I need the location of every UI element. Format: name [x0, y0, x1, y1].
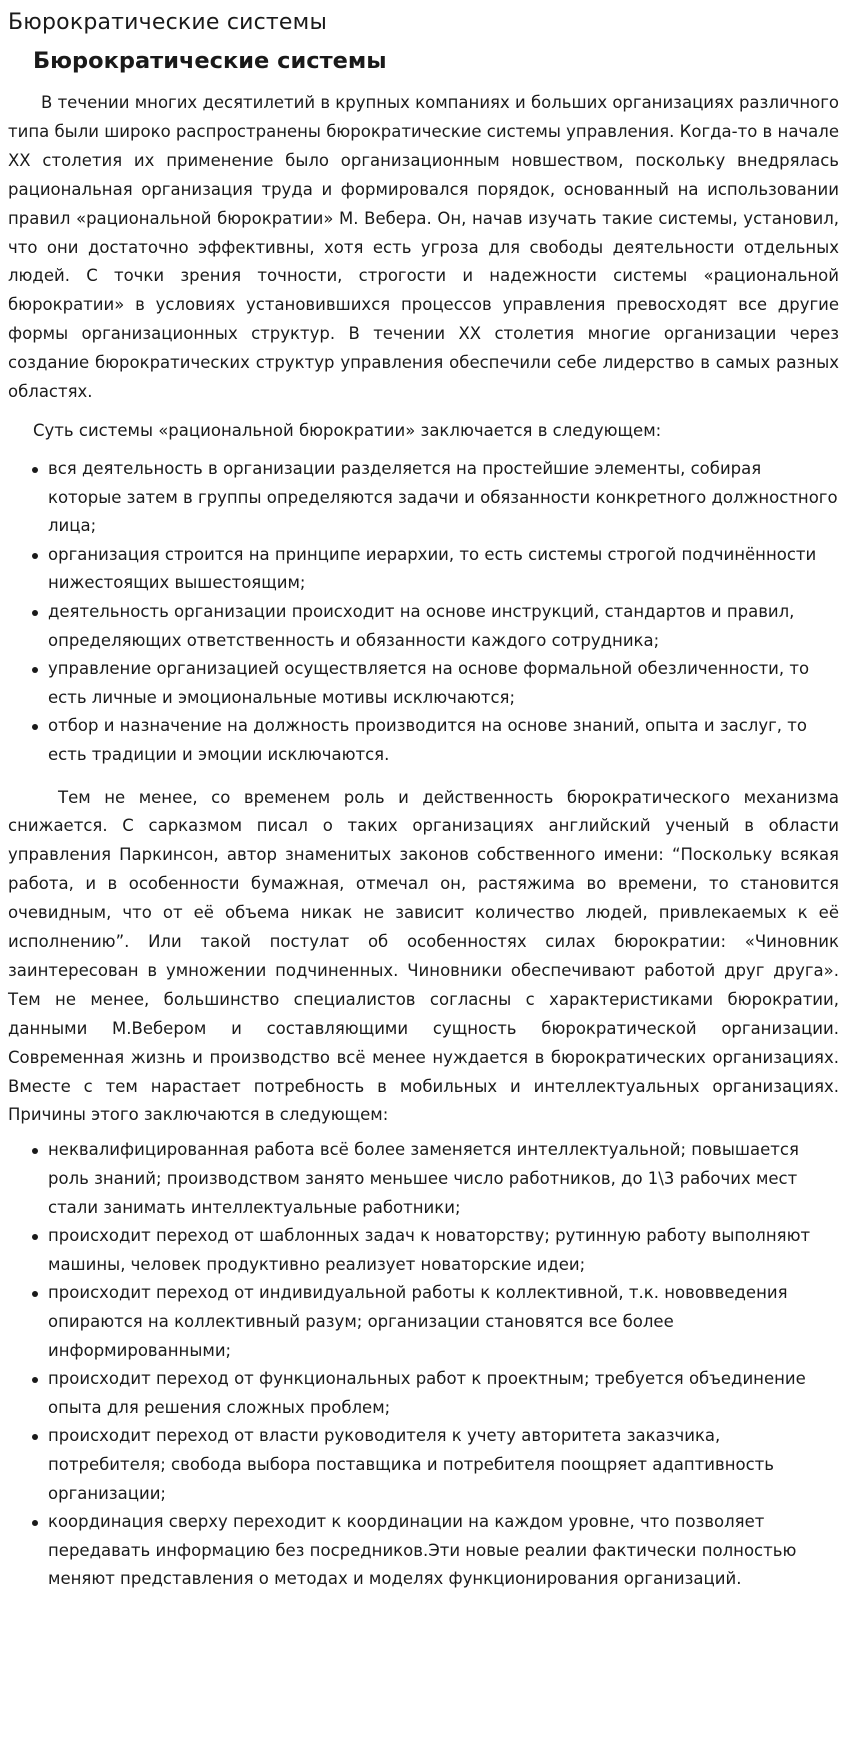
essence-lead: Суть системы «рациональной бюрократии» заключается в следующем: [33, 420, 662, 440]
list-item: организация строится на принципе иерархии, то есть системы строгой подчинённости нижестоящих вышестоящим; [48, 541, 839, 598]
article-heading: Бюрократические системы [33, 48, 387, 74]
list-item: происходит переход от шаблонных задач к новаторству; рутинную работу выполняют машины, человек продуктивно реализует новаторские идеи; [48, 1222, 839, 1279]
reasons-list [8, 1136, 839, 1594]
document-title: Бюрократические системы [8, 10, 328, 35]
list-item: отбор и назначение на должность производится на основе знаний, опыта и заслуг, то есть традиции и эмоции исключаются. [48, 712, 839, 769]
criticism-paragraph: Тем не менее, со временем роль и действенность бюрократического механизма снижается. С сарказмом писал о таких организациях английский ученый в области управления Паркинсон, автор знаменитых законов собственного имени: “Поскольку всякая работа, и в особенности бумажная, отмечал он, растяжима во времени, то становится очевидным, что от её объема никак не зависит количество людей, привлекаемых к её исполнению”. Или такой постулат об особенностях силах бюрократии: «Чиновник заинтересован в умножении подчиненных. Чиновники обеспечивают работой друг друга». Тем не менее, большинство специалистов согласны с характеристиками бюрократии, данными М.Вебером и составляющими сущность бюрократической организации. Современная жизнь и производство всё менее нуждается в бюрократических организациях. Вместе с тем нарастает потребность в мобильных и интеллектуальных организациях. Причины этого заключаются в следующем: [8, 787, 839, 1125]
list-item: деятельность организации происходит на основе инструкций, стандартов и правил, определяющих ответственность и обязанности каждого сотрудника; [48, 598, 839, 655]
list-item: происходит переход от индивидуальной работы к коллективной, т.к. нововведения опираются на коллективный разум; организации становятся все более информированными; [48, 1279, 839, 1365]
list-item: управление организацией осуществляется на основе формальной обезличенности, то есть личные и эмоциональные мотивы исключаются; [48, 655, 839, 712]
list-item: происходит переход от функциональных работ к проектным; требуется объединение опыта для решения сложных проблем; [48, 1365, 839, 1422]
list-item: координация сверху переходит к координации на каждом уровне, что позволяет передавать информацию без посредников.Эти новые реалии фактически полностью меняют представления о методах и моделях функционирования организаций. [48, 1508, 839, 1594]
intro-paragraph: В течении многих десятилетий в крупных компаниях и больших организациях различного типа были широко распространены бюрократические системы управления. Когда-то в начале XX столетия их применение было организационным новшеством, поскольку внедрялась рациональная организация труда и формировался порядок, основанный на использовании правил «рациональной бюрократии» М. Вебера. Он, начав изучать такие системы, установил, что они достаточно эффективны, хотя есть угроза для свободы деятельности отдельных людей. С точки зрения точности, строгости и надежности системы «рациональной бюрократии» в условиях установившихся процессов управления превосходят все другие формы организационных структур. В течении XX столетия многие организации через создание бюрократических структур управления обеспечили себе лидерство в самых разных областях. [8, 93, 839, 402]
list-item: вся деятельность в организации разделяется на простейшие элементы, собирая которые затем в группы определяются задачи и обязанности конкретного должностного лица; [48, 455, 839, 541]
list-item: неквалифицированная работа всё более заменяется интеллектуальной; повышается роль знаний; производством занято меньшее число работников, до 1\3 рабочих мест стали занимать интеллектуальные работники; [48, 1136, 839, 1222]
list-item: происходит переход от власти руководителя к учету авторитета заказчика, потребителя; свобода выбора поставщика и потребителя поощряет адаптивность организации; [48, 1422, 839, 1508]
essence-list [8, 455, 839, 770]
